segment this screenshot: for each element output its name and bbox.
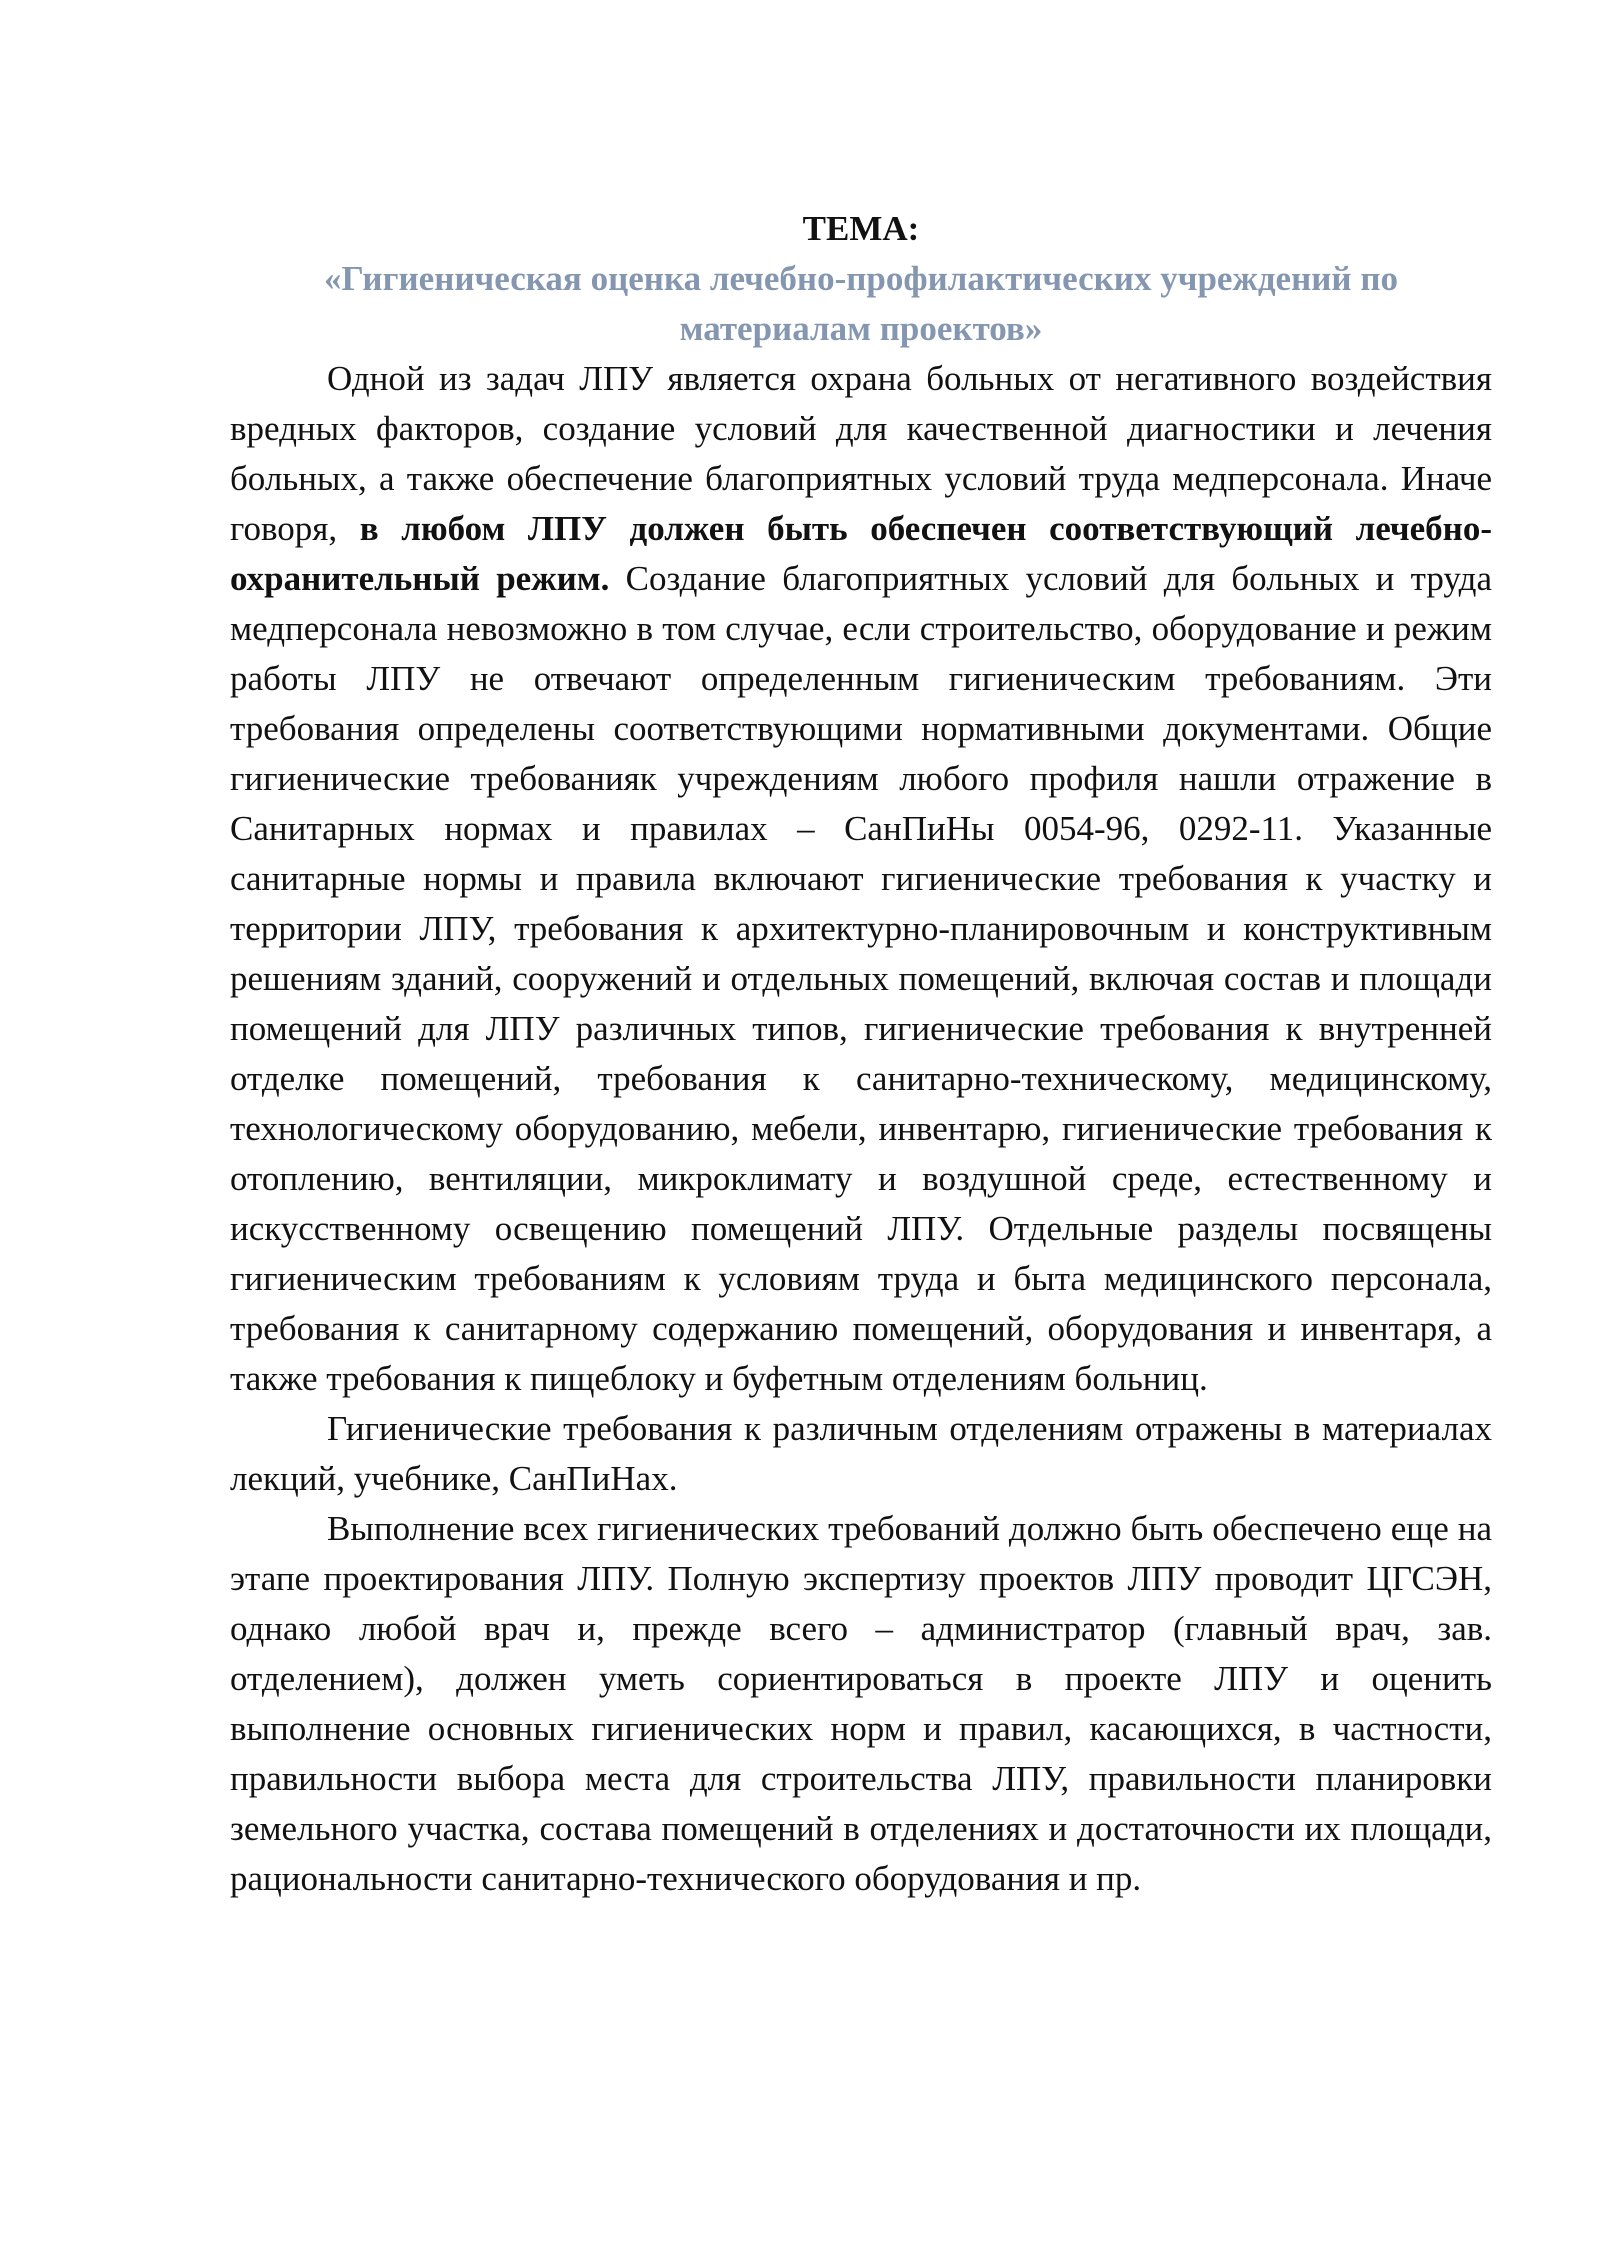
page-heading: ТЕМА: xyxy=(802,209,920,248)
document-page xyxy=(230,204,1492,1904)
paragraph-intro-bold-text: в любом ЛПУ должен быть обеспечен соответствующий лечебно-охранительный режим. xyxy=(230,509,1492,598)
paragraph-departments: Гигиенические требования к различным отделениям отражены в материалах лекций, учебнике, СанПиНах. xyxy=(230,1409,1492,1498)
paragraph-intro xyxy=(230,354,1492,1404)
paragraph-intro-text-end: Создание благоприятных условий для больных и труда медперсонала невозможно в том случае, если строительство, оборудование и режим работы ЛПУ не отвечают определенным гигиеническим требованиям. Эти требования определены соответствующими нормативными документами. Общие гигиенические требованияк учреждениям любого профиля нашли отражение в Санитарных нормах и правилах – СанПиНы 0054-96, 0292-11. Указанные санитарные нормы и правила включают гигиенические требования к участку и территории ЛПУ, требования к архитектурно-планировочным и конструктивным решениям зданий, сооружений и отдельных помещений, включая состав и площади помещений для ЛПУ различных типов, гигиенические требования к внутренней отделке помещений, требования к санитарно-техническому, медицинскому, технологическому оборудованию, мебели, инвентарю, гигиенические требования к отоплению, вентиляции, микроклимату и воздушной среде, естественному и искусственному освещению помещений ЛПУ. Отдельные разделы посвящены гигиеническим требованиям к условиям труда и быта медицинского персонала, требования к санитарному содержанию помещений, оборудования и инвентаря, а также требования к пищеблоку и буфетным отделениям больниц. xyxy=(230,559,1492,1398)
paragraph-intro-text-start: Одной из задач ЛПУ является охрана больных от негативного воздействия вредных факторов, создание условий для качественной диагностики и лечения больных, а также обеспечение благоприятных условий труда медперсонала. Иначе говоря, xyxy=(230,359,1492,548)
page-subtitle: «Гигиеническая оценка лечебно-профилактических учреждений по материалам проектов» xyxy=(324,259,1398,348)
paragraph-design-stage: Выполнение всех гигиенических требований должно быть обеспечено еще на этапе проектирования ЛПУ. Полную экспертизу проектов ЛПУ проводит ЦГСЭН, однако любой врач и, прежде всего – администратор (главный врач, зав. отделением), должен уметь сориентироваться в проекте ЛПУ и оценить выполнение основных гигиенических норм и правил, касающихся, в частности, правильности выбора места для строительства ЛПУ, правильности планировки земельного участка, состава помещений в отделениях и достаточности их площади, рациональности санитарно-технического оборудования и пр. xyxy=(230,1509,1492,1898)
